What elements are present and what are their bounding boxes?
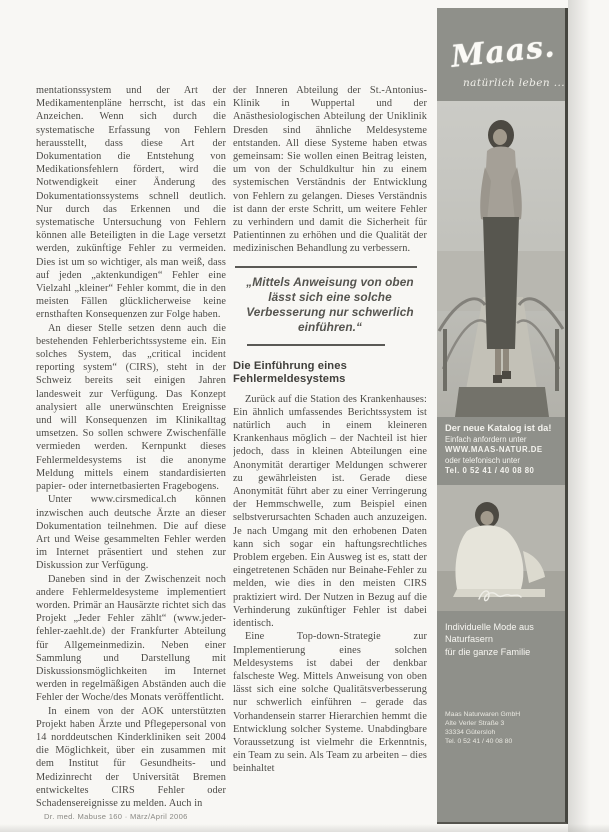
paragraph: Eine Top-down-Strategie zur Implementierung eines solchen Meldesystems ist dabei der denkbar falscheste Weg. Mittels Anweisung von oben lässt sich eine solche Qualitätsverbesserung nur schwerlich einführen – gerade das Vorhandensein starrer Hierarchien hemmt die Entwicklung solcher Systeme. Unabdingbare Voraussetzung ist vielmehr die Erkenntnis, ein Team zu sein. Als Team zu arbeiten – dies beinhaltet <box>233 631 427 775</box>
promo-website: WWW.MAAS-NATUR.DE <box>445 445 543 454</box>
ad-claim <box>437 611 565 659</box>
ad-address <box>437 658 565 746</box>
address-line: Maas Naturwaren GmbH <box>445 711 521 718</box>
ad-promo-text <box>437 417 565 481</box>
claim-line: Individuelle Mode aus <box>445 621 534 632</box>
promo-line: Einfach anfordern unter <box>445 434 527 444</box>
paragraph: der Inneren Abteilung der St.-Antonius-Klinik in Wuppertal und der Anästhesiologischen Abteilung der Uniklinik Dresden sind ähnliche Meldesysteme entstanden. All diese Systeme haben etwas gemeinsam: Sie wollen einen Beitrag leisten, um von der Schuldkultur hin zu einem systemischen Verständnis der Entwicklung von Fehlern zu gelangen. Dieses Verständnis ist dann der erste Schritt, um weitere Fehler zu verhindern und damit die Sicherheit für Patientinnen zu erhöhen und die Qualität der medizinischen Behandlung zu verbessern. <box>233 85 427 255</box>
maas-tagline: natürlich leben ... <box>463 77 565 89</box>
pull-quote-block <box>233 266 427 346</box>
scan-edge-shadow <box>568 0 602 832</box>
claim-line: Naturfasern <box>445 634 494 644</box>
ad-photo-woman-boardwalk <box>437 101 565 417</box>
scan-bottom-shadow <box>0 824 609 832</box>
paragraph: Unter www.cirsmedical.ch können inzwischen auch deutsche Ärzte an dieser Dokumentation teilnehmen. Die auf diese Art und Weise gesammelten Fehler werden im Internet präsentiert und stehen zur Diskussion zur Verfügung. <box>36 494 226 572</box>
maas-logo: Maas. <box>449 29 557 75</box>
section-heading: Die Einführung eines Fehlermeldesystems <box>233 359 347 386</box>
page-footer: Dr. med. Mabuse 160 · März/April 2006 <box>44 812 188 821</box>
promo-headline: Der neue Katalog ist da! <box>445 423 552 433</box>
paragraph: In einem von der AOK unterstützten Projekt haben Ärzte und Pflegepersonal von 14 norddeutschen Kinderkliniken seit 2004 die Möglichkeit, über ein zusammen mit dem Institut für Gesundheits- und Medizinrecht der Universität Bremen entwickeltes CIRS Fehler oder Schadensereignisse zu melden. Auch in <box>36 705 226 809</box>
promo-line: oder telefonisch unter <box>445 455 520 465</box>
signature-scribble <box>475 585 523 605</box>
address-line: 33334 Gütersloh <box>445 729 496 736</box>
paragraph: An dieser Stelle setzen denn auch die bestehenden Fehlerberichtssysteme ein. Ein solches System, das „critical incident reporting system“ (CIRS), steht in der Schweiz bereits seit einigen Jahren landesweit zur Verfügung. Das Konzept analysiert alle unerwünschten Ereignisse und will Konsequenzen im Klinikalltag umsetzen. So sollen schwere Zwischenfälle vermieden werden. Kernpunkt dieses Fehlermeldesystems ist die anonyme Meldung mittels einem standardisierten papier- oder internetbasierten Fragebogens. <box>36 322 226 493</box>
address-line: Tel. 0 52 41 / 40 08 80 <box>445 738 513 745</box>
claim-line: für die ganze Familie <box>445 646 531 657</box>
paragraph: mentationssystem und der Art der Medikamentenpläne herrscht, ist das ein Anzeichen. Wenn sich durch die systematische Erfassung von Fehlern herausstellt, dass diese Art der Dokumentation die Entstehung von Medikationsfehlern fördert, wird die Notwendigkeit einer Änderung des Dokumentationssystems schnell deutlich. Nur durch das Erkennen und die systematische Untersuchung von Fehlern können alle Beteiligten in die Lage versetzt werden, zukünftige Fehler zu vermeiden. Dies ist um so wichtiger, als man weiß, dass auf jeden „aktenkundigen“ Fehler eine Vielzahl „kleiner“ Fehler kommt, die in den meisten Fällen glücklicherweise keine ernsthaften Konsequenzen zur Folge haben. <box>36 85 226 321</box>
maas-advertisement <box>437 8 568 824</box>
address-line: Alte Verler Straße 3 <box>445 720 505 727</box>
quote-rule-bottom <box>247 344 385 346</box>
pull-quote: „Mittels Anweisung von oben lässt sich eine solche Verbesserung nur schwerlich einführen.“ <box>246 274 414 334</box>
article-column-middle <box>233 84 427 810</box>
paragraph: Daneben sind in der Zwischenzeit noch andere Fehlermeldesysteme implementiert worden. Primär an Hausärzte richtet sich das Projekt „Jeder Fehler zählt“ (www.jeder-fehler-zaehlt.de) der Frankfurter Abteilung für Allgemeinmedizin. Neben einer Sammlung und Darstellung mit Diskussionsmöglichkeiten im Internet werden in regelmäßigen Abständen auch die Fehler der Woche/des Monats veröffentlicht. <box>36 573 226 704</box>
promo-phone: Tel. 0 52 41 / 40 08 80 <box>445 466 535 475</box>
quote-rule-top <box>235 266 417 268</box>
paragraph: Zurück auf die Station des Krankenhauses: Ein ähnlich umfassendes Berichtssystem ist natürlich auch in einem kleineren Krankenhaus möglich – der Nachteil ist hier jedoch, dass in kleinen Abteilungen eine Anonymität derartiger Meldungen schwerer zu gewährleisten ist. Gerade diese Anonymität führt aber zu einer Verringerung der Hemmschwelle, zum Beispiel einen selbstverursachten Schaden auch anzuzeigen. Je nach Umgang mit den erhobenen Daten kann sich sogar ein haftungsrechtliches Problem ergeben. Ein Ausweg ist es, statt der eingetretenen Schäden nur Beinahe-Fehler zu melden, wie dies in den meisten CIRS praktiziert wird. Der Nutzen in Bezug auf die Verhinderung zukünftiger Fehler ist dabei identisch. <box>233 393 427 630</box>
article-column-left <box>36 84 226 810</box>
